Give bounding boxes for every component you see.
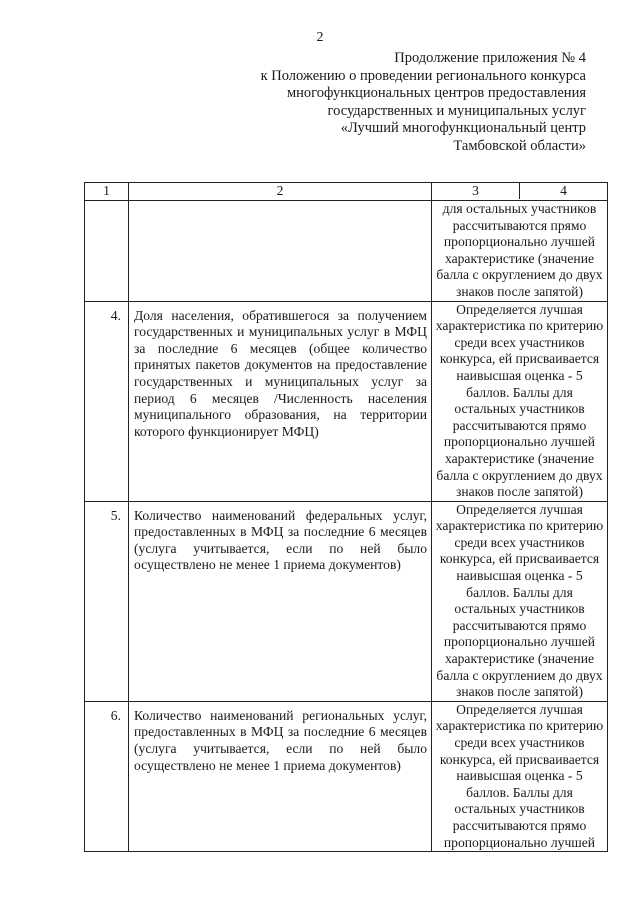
- table-row: [85, 701, 608, 851]
- column-header-2: 2: [129, 183, 432, 201]
- row-number-cell: [85, 301, 129, 501]
- criterion-cell: [129, 201, 432, 302]
- header-line: «Лучший многофункциональный центр: [340, 120, 586, 136]
- table-row: [85, 501, 608, 701]
- appendix-header: [226, 50, 586, 155]
- header-line: Продолжение приложения № 4: [394, 50, 586, 66]
- row-number: 4.: [110, 307, 121, 323]
- row-number: 5.: [110, 507, 121, 523]
- row-number-cell: [85, 501, 129, 701]
- method-text: для остальных участников рассчитываются прямо пропорционально лучшей характеристике (значение балла с округлением до двух знаков после запятой): [436, 201, 603, 299]
- criterion-cell: [129, 301, 432, 501]
- column-header-3: 3: [432, 183, 520, 199]
- method-cell: [432, 501, 608, 701]
- column-header-1: 1: [85, 183, 129, 201]
- column-header-4: 4: [560, 183, 567, 198]
- criterion-text: Количество наименований региональных услуг, предоставленных в МФЦ за последние 6 месяцев (услуга учитывается, если по ней было осуществлено не менее 1 приема документов): [134, 707, 427, 773]
- method-cell: [432, 201, 608, 302]
- row-number-cell: [85, 701, 129, 851]
- method-cell: [432, 701, 608, 851]
- row-number-cell: [85, 201, 129, 302]
- method-text: Определяется лучшая характеристика по критерию среди всех участников конкурса, ей присваивается наивысшая оценка - 5 баллов. Баллы для остальных участников рассчитываются прямо пропорционально лучшей: [435, 701, 604, 850]
- column-header-3-4: [432, 183, 608, 201]
- method-text: Определяется лучшая характеристика по критерию среди всех участников конкурса, ей присваивается наивысшая оценка - 5 баллов. Баллы для остальных участников рассчитываются прямо пропорционально лучшей характеристике (значение балла с округлением до двух знаков после запятой): [435, 301, 604, 500]
- criterion-cell: [129, 701, 432, 851]
- header-line: многофункциональных центров предоставления: [286, 85, 586, 101]
- page-number: 2: [316, 30, 324, 45]
- criterion-text: Количество наименований федеральных услуг, предоставленных в МФЦ за последние 6 месяцев (услуга учитывается, если по ней было осуществлено не менее 1 приема документов): [134, 507, 427, 573]
- header-line: Тамбовской области»: [453, 137, 586, 154]
- criterion-text: Доля населения, обратившегося за получением государственных и муниципальных услуг в МФЦ за последние 6 месяцев (общее количество принятых пакетов документов на предоставление государственных и муниципальных услуг за период 6 месяцев /Численность населения муниципального образования, на территории которого функционирует МФЦ): [134, 307, 427, 439]
- table-row: [85, 301, 608, 501]
- table-row-continuation: [85, 201, 608, 302]
- header-line: к Положению о проведении регионального конкурса: [260, 67, 586, 84]
- criteria-table: [84, 182, 608, 852]
- table-header-row: [85, 183, 608, 201]
- method-cell: [432, 301, 608, 501]
- header-line: государственных и муниципальных услуг: [327, 102, 586, 119]
- row-number: 6.: [110, 707, 121, 723]
- criterion-cell: [129, 501, 432, 701]
- method-text: Определяется лучшая характеристика по критерию среди всех участников конкурса, ей присваивается наивысшая оценка - 5 баллов. Баллы для остальных участников рассчитываются прямо пропорционально лучшей характеристике (значение балла с округлением до двух знаков после запятой): [435, 501, 604, 700]
